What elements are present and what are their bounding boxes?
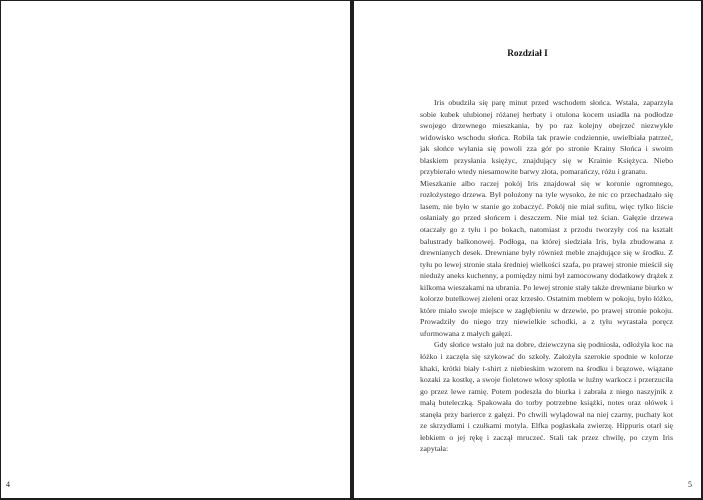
page-number-left: 4 [6,480,10,489]
right-page [354,1,701,498]
page-number-right: 5 [688,480,692,489]
paragraph: Gdy słońce wstało już na dobre, dziewczyna się podniosła, odłożyła koc na łóżko i zaczęła się szykować do szkoły. Założyła szerokie spodnie w kolorze khaki, krótki biały t-shirt z niebieskim wzorem na środku i brązowe, wiązane kozaki za kostkę, a swoje fioletowe włosy splotła w luźny warkocz i przerzuciła go przez lewe ramię. Potem podeszła do biurka i zabrała z niego naszyjnik z małą buteleczką. Spakowała do torby potrzebne książki, notes oraz ołówek i stanęła przy barierce z gałęzi. Po chwili wylądował na niej czarny, puchaty kot ze skrzydłami i czułkami motyla. Elfka pogłaskała zwierzę. Hippuris otarł się łebkiem o jej rękę i zaczął mruczeć. Stali tak przez chwilę, po czym Iris zapytała: [420,340,673,454]
body-text [420,97,673,455]
chapter-title: Rozdział I [507,49,548,59]
paragraph: Mieszkanie albo raczej pokój Iris znajdował się w koronie ogromnego, rozłożystego drzewa. Był położony na tyle wysoko, że nic co przechadzało się lasem, nie było w stanie go zobaczyć. Pokój nie miał sufitu, więc tylko liście osłaniały go przed słońcem i deszczem. Nie miał też ścian. Gałęzie drzewa otaczały go z tyłu i po bokach, natomiast z przodu tworzyły coś na kształt balustrady balkonowej. Podłoga, na której siedziała Iris, była zbudowana z drewnianych desek. Drewniane były również meble znajdujące się w środku. Z tyłu po lewej stronie stała średniej wielkości szafa, po prawej stronie mieścił się nieduży aneks kuchenny, a pomiędzy nimi był zamocowany dodatkowy drążek z kilkoma wieszakami na ubrania. Po lewej stronie stały także drewniane biurko w kolorze butelkowej zieleni oraz krzesło. Ostatnim meblem w pokoju, było łóżko, które miało swoje miejsce w zagłębieniu w drzewie, po prawej stronie pokoju. Prowadziły do niego trzy niewielkie schodki, a z tyłu wyrastała poręcz uformowana z małych gałęzi. [420,178,673,338]
paragraph: Iris obudziła się parę minut przed wschodem słońca. Wstała, zaparzyła sobie kubek ulubionej różanej herbaty i otulona kocem usiadła na podłodze swojego drzewnego mieszkania, by po raz kolejny obejrzeć niezwykłe widowisko wschodu słońca. Robiła tak prawie codziennie, uwielbiała patrzeć, jak słońce wyłania się powoli zza gór po stronie Krainy Słońca i swoim blaskiem przysłania księżyc, znajdujący się w Krainie Księżyca. Niebo przybierało wtedy niesamowite barwy złota, pomarańczy, różu i granatu. [420,98,673,177]
left-page [1,1,350,498]
